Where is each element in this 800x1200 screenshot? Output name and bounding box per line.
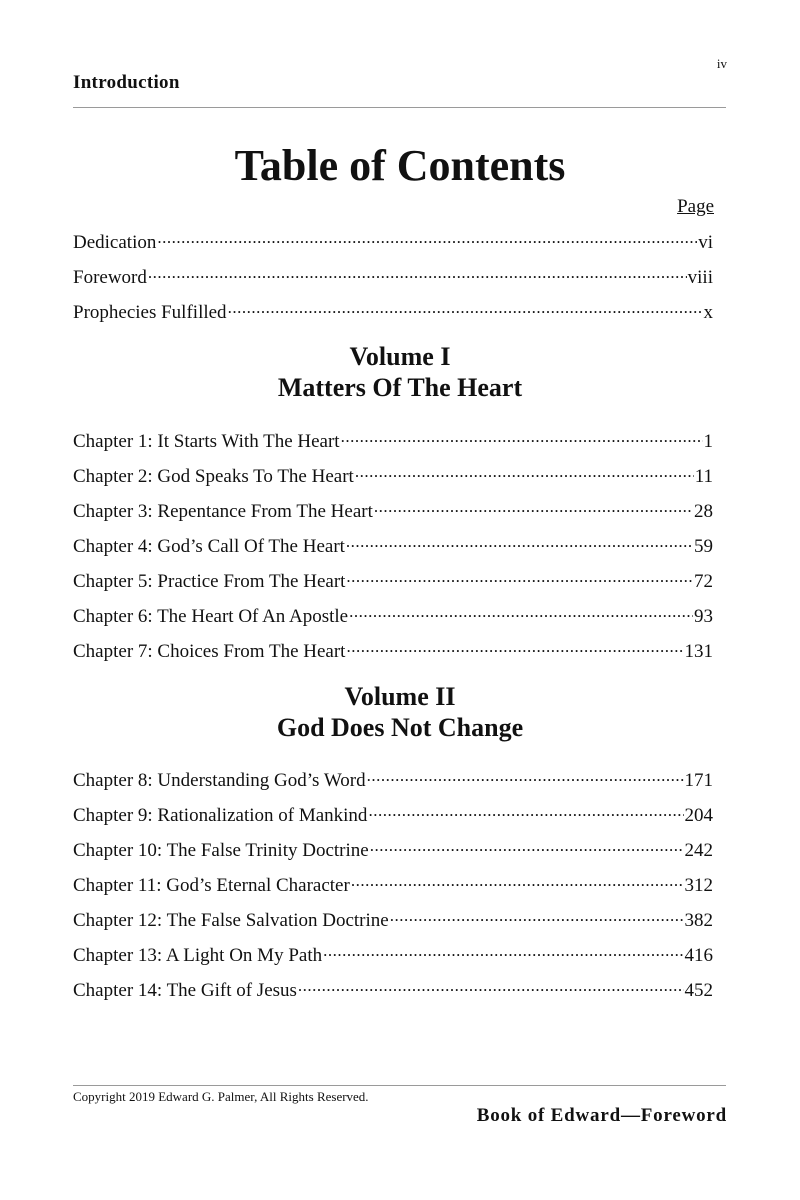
toc-entry-chapter-5[interactable] (73, 568, 713, 603)
toc-entry-label: Foreword (73, 267, 147, 288)
toc-entry-chapter-9[interactable] (73, 802, 713, 837)
volume-1-heading (0, 341, 800, 403)
running-foot: Book of Edward—Foreword (476, 1105, 727, 1126)
dot-leader (148, 264, 687, 283)
volume-2-chapter-list (73, 767, 713, 1012)
toc-entry-page: 28 (694, 501, 713, 522)
toc-entry-label: Dedication (73, 232, 157, 253)
toc-entry-chapter-12[interactable] (73, 907, 713, 942)
dot-leader (323, 942, 683, 961)
toc-entry-page: x (703, 302, 713, 323)
toc-entry-chapter-8[interactable] (73, 767, 713, 802)
toc-entry-label: Chapter 1: It Starts With The Heart (73, 431, 340, 452)
toc-entry-chapter-13[interactable] (73, 942, 713, 977)
toc-entry-label: Prophecies Fulfilled (73, 302, 227, 323)
toc-entry-chapter-6[interactable] (73, 603, 713, 638)
toc-entry-label: Chapter 7: Choices From The Heart (73, 641, 346, 662)
footer-rule (73, 1085, 726, 1086)
volume-name: God Does Not Change (276, 713, 524, 742)
toc-entry-label: Chapter 9: Rationalization of Mankind (73, 805, 368, 826)
toc-entry-page: vi (698, 232, 713, 253)
toc-entry-label: Chapter 10: The False Trinity Doctrine (73, 840, 369, 861)
volume-name: Matters Of The Heart (277, 373, 523, 402)
dot-leader (390, 907, 684, 926)
toc-entry-page: 416 (684, 945, 713, 966)
toc-entry-page: 11 (694, 466, 713, 487)
toc-entry-page: 59 (694, 536, 713, 557)
toc-entry-label: Chapter 2: God Speaks To The Heart (73, 466, 354, 487)
toc-entry-chapter-1[interactable] (73, 428, 713, 463)
toc-entry-label: Chapter 14: The Gift of Jesus (73, 980, 297, 1001)
toc-entry-label: Chapter 8: Understanding God’s Word (73, 770, 366, 791)
dot-leader (370, 837, 684, 856)
dot-leader (355, 463, 694, 482)
toc-entry-page: 204 (684, 805, 713, 826)
dot-leader (368, 802, 683, 821)
toc-entry-page: 72 (694, 571, 713, 592)
volume-2-heading (0, 681, 800, 743)
running-head: Introduction (73, 72, 180, 93)
toc-entry-chapter-2[interactable] (73, 463, 713, 498)
toc-entry-page: 312 (684, 875, 713, 896)
toc-entry-page: 171 (684, 770, 713, 791)
toc-entry-dedication[interactable] (73, 229, 713, 264)
page-number: iv (716, 56, 727, 71)
toc-entry-page: 242 (684, 840, 713, 861)
toc-entry-page: 1 (703, 431, 713, 452)
front-matter-list (73, 229, 713, 334)
dot-leader (374, 498, 693, 517)
dot-leader (341, 428, 703, 447)
dot-leader (157, 229, 697, 248)
toc-entry-label: Chapter 5: Practice From The Heart (73, 571, 346, 592)
dot-leader (346, 533, 693, 552)
dot-leader (346, 568, 693, 587)
dot-leader (349, 603, 693, 622)
toc-entry-prophecies-fulfilled[interactable] (73, 299, 713, 334)
toc-entry-page: 93 (694, 606, 713, 627)
dot-leader (351, 872, 684, 891)
toc-entry-chapter-10[interactable] (73, 837, 713, 872)
header-rule (73, 107, 726, 108)
toc-entry-label: Chapter 3: Repentance From The Heart (73, 501, 373, 522)
toc-entry-foreword[interactable] (73, 264, 713, 299)
page-column-label: Page (677, 196, 714, 217)
dot-leader (367, 767, 684, 786)
toc-entry-chapter-3[interactable] (73, 498, 713, 533)
copyright-notice: Copyright 2019 Edward G. Palmer, All Rights Reserved. (73, 1089, 369, 1104)
toc-entry-label: Chapter 11: God’s Eternal Character (73, 875, 350, 896)
toc-entry-label: Chapter 6: The Heart Of An Apostle (73, 606, 349, 627)
toc-entry-page: viii (687, 267, 713, 288)
toc-entry-page: 382 (684, 910, 713, 931)
volume-1-chapter-list (73, 428, 713, 673)
toc-entry-chapter-14[interactable] (73, 977, 713, 1012)
toc-entry-chapter-4[interactable] (73, 533, 713, 568)
dot-leader (228, 299, 703, 318)
dot-leader (298, 977, 684, 996)
toc-entry-label: Chapter 12: The False Salvation Doctrine (73, 910, 389, 931)
toc-entry-page: 452 (684, 980, 713, 1001)
dot-leader (346, 638, 683, 657)
volume-number: Volume I (349, 342, 451, 371)
toc-entry-chapter-7[interactable] (73, 638, 713, 673)
toc-entry-page: 131 (684, 641, 713, 662)
page-title: Table of Contents (234, 141, 566, 190)
toc-entry-label: Chapter 13: A Light On My Path (73, 945, 323, 966)
toc-entry-label: Chapter 4: God’s Call Of The Heart (73, 536, 345, 557)
volume-number: Volume II (344, 682, 456, 711)
toc-entry-chapter-11[interactable] (73, 872, 713, 907)
